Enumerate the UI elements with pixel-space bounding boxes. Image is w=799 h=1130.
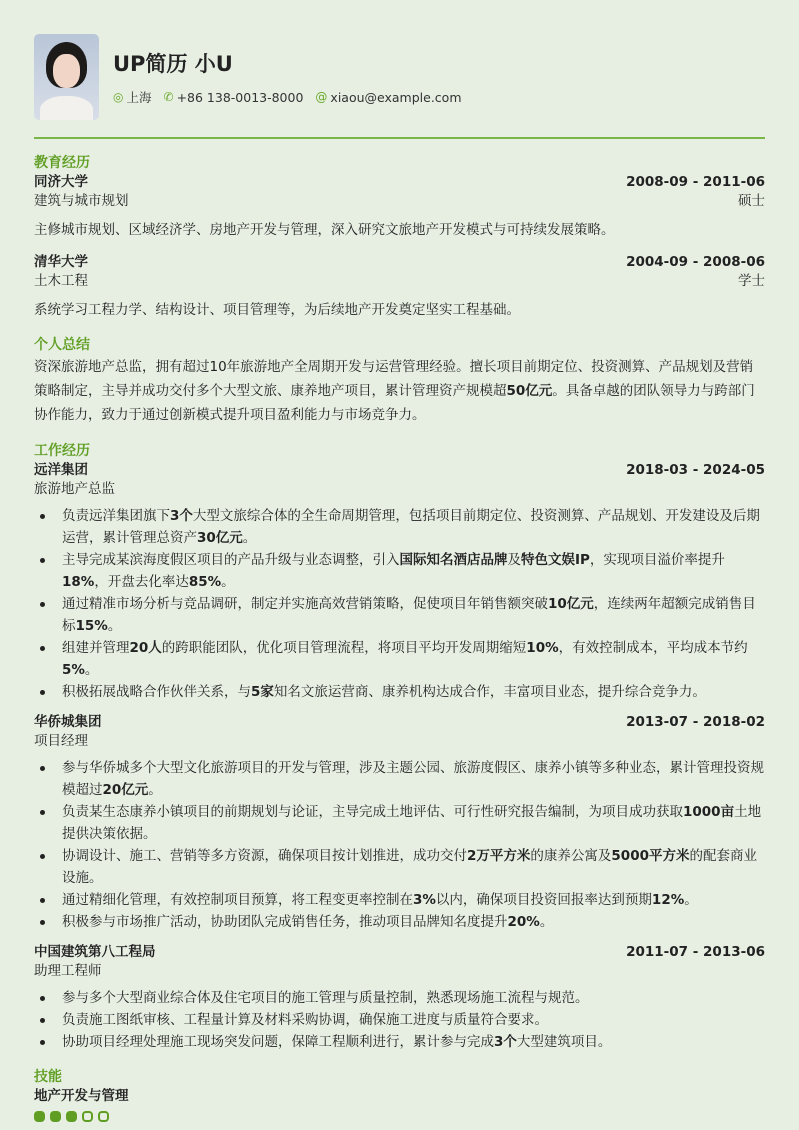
highlight-text: 5家	[251, 684, 274, 700]
skill-dot-empty	[82, 1111, 93, 1122]
highlight-text: 1000亩	[683, 804, 735, 820]
responsibility-item	[34, 911, 765, 933]
text-segment: ，开盘去化率达	[94, 574, 189, 590]
highlight-text: 3个	[494, 1034, 517, 1050]
highlight-text: 2万平方米	[467, 848, 531, 864]
company-name: 华侨城集团	[34, 714, 102, 730]
education-subheader	[34, 192, 765, 211]
job-role: 旅游地产总监	[34, 481, 115, 497]
work-date: 2018-03 - 2024-05	[626, 462, 765, 478]
phone: +86 138-0013-8000	[176, 89, 304, 105]
text-segment: 。	[539, 914, 554, 930]
resume-header	[34, 34, 765, 120]
email-at-icon: @	[315, 90, 328, 104]
work-entry	[34, 713, 765, 933]
text-segment: 。	[221, 574, 235, 590]
text-segment: 通过精准市场分析与竞品调研，制定并实施高效营销策略，促使项目年销售额突破	[62, 596, 548, 612]
education-date: 2008-09 - 2011-06	[626, 174, 765, 190]
text-segment: ，连续两年超额完成销售目标	[62, 596, 756, 634]
avatar-photo	[34, 34, 99, 120]
work-date: 2013-07 - 2018-02	[626, 714, 765, 730]
education-description: 主修城市规划、区域经济学、房地产开发与管理，深入研究文旅地产开发模式与可持续发展策略。	[34, 222, 615, 238]
summary-text	[34, 355, 765, 427]
responsibility-item	[34, 845, 765, 889]
skill-dot-empty	[98, 1111, 109, 1122]
text-segment: 负责远洋集团旗下	[62, 508, 170, 524]
highlight-text: 30亿元	[197, 530, 243, 546]
work-section	[34, 441, 765, 1053]
responsibility-item	[34, 637, 765, 681]
location: 上海	[126, 90, 152, 105]
text-segment: 主导完成某滨海度假区项目的产品升级与业态调整，引入	[62, 552, 400, 568]
text-segment: 的康养公寓及	[530, 848, 612, 864]
text-segment: 以内，确保项目投资回报率达到预期	[435, 892, 652, 908]
major: 土木工程	[34, 273, 88, 289]
responsibility-item	[34, 1009, 765, 1031]
summary-section	[34, 335, 765, 427]
work-date: 2011-07 - 2013-06	[626, 944, 765, 960]
responsibility-list	[34, 987, 765, 1053]
responsibility-item	[34, 987, 765, 1009]
text-segment: 负责某生态康养小镇项目的前期规划与论证，主导完成土地评估、可行性研究报告编制，为项目成功获取	[62, 804, 683, 820]
skill-dot-filled	[66, 1111, 77, 1122]
text-segment: 积极拓展战略合作伙伴关系，与	[62, 684, 251, 700]
phone-icon: ✆	[163, 90, 174, 104]
job-role: 助理工程师	[34, 963, 102, 979]
highlight-text: 20%	[507, 914, 540, 930]
text-segment: 组建并管理	[62, 640, 130, 656]
highlight-text: 3%	[413, 892, 436, 908]
text-segment: ，有效控制成本，平均成本节约	[558, 640, 748, 656]
section-title-summary: 个人总结	[34, 337, 90, 353]
degree: 学士	[738, 273, 765, 289]
education-date: 2004-09 - 2008-06	[626, 254, 765, 270]
text-segment: 协调设计、施工、营销等多方资源，确保项目按计划推进，成功交付	[62, 848, 467, 864]
text-segment: 参与华侨城多个大型文化旅游项目的开发与管理，涉及主题公园、旅游度假区、康养小镇等多种业态，累计管理投资规模超过	[62, 760, 764, 798]
highlight-text: 20人	[129, 640, 162, 656]
text-segment: 大型文旅综合体的全生命周期管理，包括项目前期定位、投资测算、产品规划、开发建设及后期运营，累计管理总资产	[62, 508, 760, 546]
skill-name: 地产开发与管理	[34, 1088, 129, 1104]
education-header	[34, 253, 765, 272]
highlight-text: 国际知名酒店品牌	[399, 552, 508, 568]
responsibility-item	[34, 757, 765, 801]
highlight-text: 15%	[75, 618, 108, 634]
text-segment: 。	[242, 530, 257, 546]
text-segment: 积极参与市场推广活动，协助团队完成销售任务，推动项目品牌知名度提升	[62, 914, 508, 930]
text-segment: 知名文旅运营商、康养机构达成合作，丰富项目业态，提升综合竞争力。	[273, 684, 706, 700]
company-name: 远洋集团	[34, 462, 88, 478]
work-entry	[34, 943, 765, 1053]
text-segment: 大型建筑项目。	[516, 1034, 612, 1050]
responsibility-item	[34, 889, 765, 911]
text-segment: 。	[684, 892, 698, 908]
work-entry	[34, 461, 765, 703]
text-segment: 。	[148, 782, 162, 798]
text-segment: 。具备卓越的团队领导力与跨部门协作能力，致力于通过创新模式提升项目盈利能力与市场竞争力。	[34, 383, 755, 423]
text-segment: 负责施工图纸审核、工程量计算及材料采购协调，确保施工进度与质量符合要求。	[62, 1012, 548, 1028]
work-header	[34, 461, 765, 480]
company-name: 中国建筑第八工程局	[34, 944, 156, 960]
highlight-text: 5%	[62, 662, 85, 678]
highlight-text: 10亿元	[548, 596, 594, 612]
school-name: 同济大学	[34, 174, 88, 190]
text-segment: 资深旅游地产总监，拥有超过10年旅游地产全周期开发与运营管理经验。擅长项目前期定位、投资测算、产品规划及营销策略制定，主导并成功交付多个大型文旅、康养地产项目，累计管理资产规模超	[34, 359, 754, 399]
highlight-text: 50亿元	[506, 383, 553, 399]
job-role: 项目经理	[34, 733, 88, 749]
highlight-text: 20亿元	[102, 782, 149, 798]
location-pin-icon: ◎	[113, 90, 124, 104]
major: 建筑与城市规划	[34, 193, 129, 209]
highlight-text: 5000平方米	[611, 848, 690, 864]
skill-level-rating	[34, 1111, 765, 1122]
highlight-text: 10%	[526, 640, 559, 656]
education-entry	[34, 173, 765, 241]
skill-dot-filled	[50, 1111, 61, 1122]
section-title-work: 工作经历	[34, 443, 90, 459]
text-segment: 。	[84, 662, 99, 678]
section-title-education: 教育经历	[34, 155, 90, 171]
section-title-skills: 技能	[34, 1069, 62, 1085]
education-entry	[34, 253, 765, 321]
text-segment: 的配套商业设施。	[62, 848, 757, 886]
work-header	[34, 943, 765, 962]
degree: 硕士	[738, 193, 765, 209]
text-segment: 土地提供决策依据。	[62, 804, 762, 842]
education-description: 系统学习工程力学、结构设计、项目管理等，为后续地产开发奠定坚实工程基础。	[34, 302, 520, 318]
text-segment: 参与多个大型商业综合体及住宅项目的施工管理与质量控制，熟悉现场施工流程与规范。	[62, 990, 589, 1006]
school-name: 清华大学	[34, 254, 88, 270]
responsibility-list	[34, 757, 765, 933]
skills-section	[34, 1067, 765, 1122]
work-header	[34, 713, 765, 732]
education-header	[34, 173, 765, 192]
education-subheader	[34, 272, 765, 291]
education-section	[34, 153, 765, 321]
text-segment: 协助项目经理处理施工现场突发问题，保障工程顺利进行，累计参与完成	[62, 1034, 494, 1050]
text-segment: 。	[107, 618, 122, 634]
responsibility-item	[34, 1031, 765, 1053]
text-segment: 通过精细化管理，有效控制项目预算，将工程变更率控制在	[62, 892, 413, 908]
highlight-text: 12%	[651, 892, 685, 908]
responsibility-item	[34, 801, 765, 845]
skill-dot-filled	[34, 1111, 45, 1122]
highlight-text: 85%	[188, 574, 222, 590]
responsibility-item	[34, 505, 765, 549]
highlight-text: 特色文娱IP	[521, 552, 590, 568]
responsibility-item	[34, 549, 765, 593]
header-divider	[34, 137, 765, 139]
responsibility-item	[34, 681, 765, 703]
candidate-name: UP简历 小U	[113, 52, 233, 76]
responsibility-item	[34, 593, 765, 637]
text-segment: ，实现项目溢价率提升	[589, 552, 725, 568]
highlight-text: 3个	[170, 508, 193, 524]
responsibility-list	[34, 505, 765, 703]
email: xiaou@example.com	[330, 89, 462, 105]
text-segment: 及	[507, 552, 521, 568]
highlight-text: 18%	[62, 574, 95, 590]
text-segment: 的跨职能团队，优化项目管理流程，将项目平均开发周期缩短	[161, 640, 527, 656]
